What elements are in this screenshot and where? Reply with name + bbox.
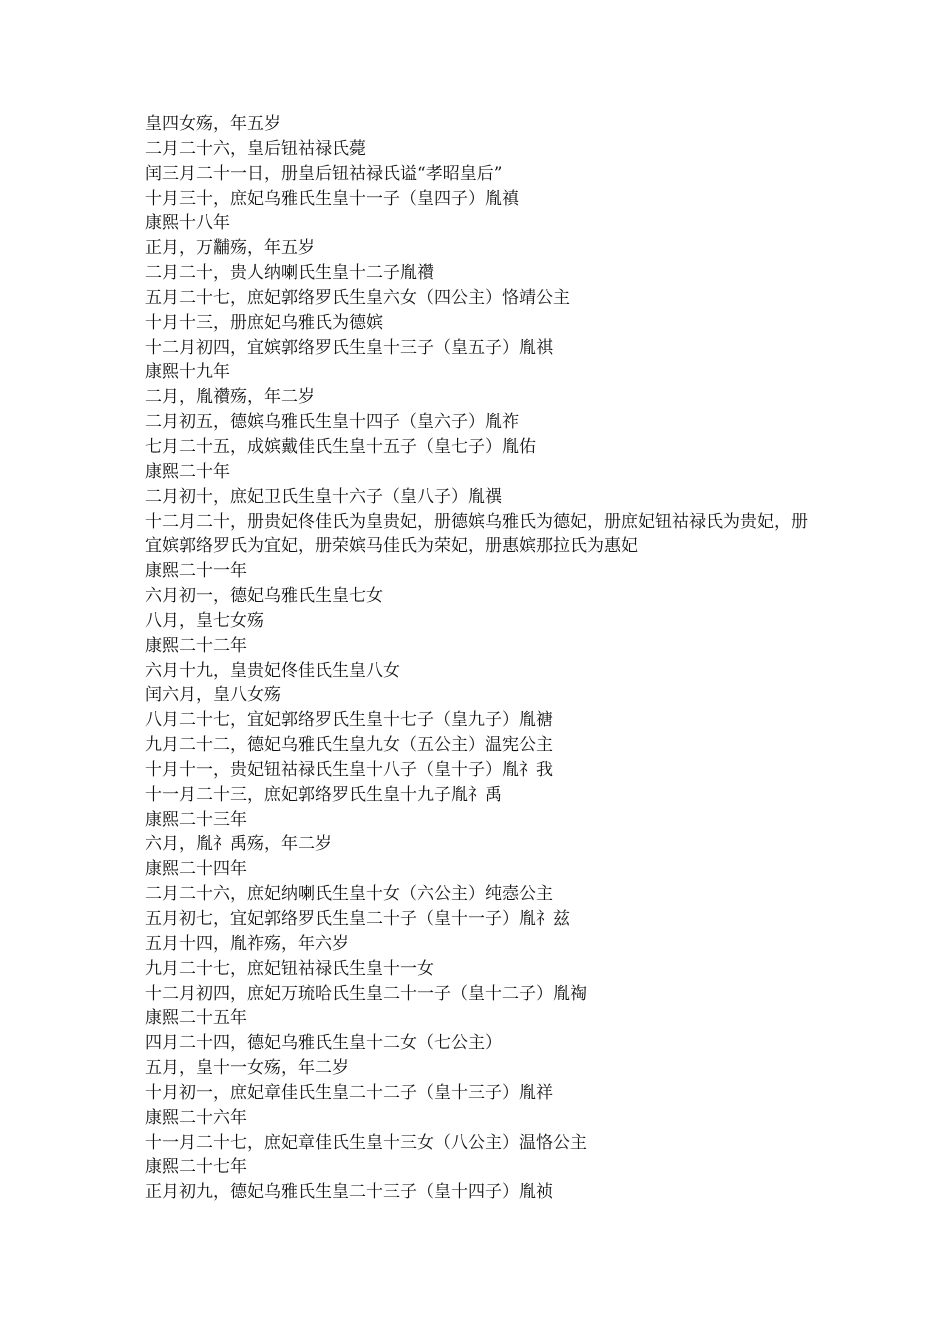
year-heading: 康熙二十一年 [145,561,247,582]
text-line: 六月，胤礻禹殇，年二岁 [145,834,332,855]
text-line: 十月初一，庶妃章佳氏生皇二十二子（皇十三子）胤祥 [145,1082,553,1103]
text-line: 九月二十七，庶妃钮祜禄氏生皇十一女 [145,958,434,979]
text-line: 七月二十五，成嫔戴佳氏生皇十五子（皇七子）胤佑 [145,436,536,457]
text-line: 十一月二十七，庶妃章佳氏生皇十三女（八公主）温恪公主 [145,1132,587,1153]
text-paragraph: 十二月二十，册贵妃佟佳氏为皇贵妃，册德嫔乌雅氏为德妃，册庶妃钮祜禄氏为贵妃，册宜嫔郭络罗氏为宜妃，册荣嫔马佳氏为荣妃，册惠嫔那拉氏为惠妃 [145,511,808,557]
text-line: 八月，皇七女殇 [145,610,264,631]
text-line: 二月二十六，庶妃纳喇氏生皇十女（六公主）纯悫公主 [145,884,553,905]
text-line: 六月初一，德妃乌雅氏生皇七女 [145,586,383,607]
year-heading: 康熙十九年 [145,362,230,383]
year-heading: 康熙二十七年 [145,1157,247,1178]
text-line: 二月，胤禶殇，年二岁 [145,387,315,408]
text-line: 八月二十七，宜妃郭络罗氏生皇十七子（皇九子）胤禟 [145,710,553,731]
text-line: 五月二十七，庶妃郭络罗氏生皇六女（四公主）恪靖公主 [145,287,570,308]
text-line: 四月二十四，德妃乌雅氏生皇十二女（七公主） [145,1033,502,1054]
text-line: 十二月初四，宜嫔郭络罗氏生皇十三子（皇五子）胤祺 [145,337,553,358]
text-line: 二月初十，庶妃卫氏生皇十六子（皇八子）胤禩 [145,486,502,507]
text-line: 十月三十，庶妃乌雅氏生皇十一子（皇四子）胤禛 [145,188,519,209]
text-line: 六月十九，皇贵妃佟佳氏生皇八女 [145,660,400,681]
text-line: 十二月初四，庶妃万琉哈氏生皇二十一子（皇十二子）胤祹 [145,983,587,1004]
text-line: 二月初五，德嫔乌雅氏生皇十四子（皇六子）胤祚 [145,412,519,433]
year-heading: 康熙二十六年 [145,1107,247,1128]
year-heading: 康熙二十四年 [145,859,247,880]
text-line: 闰六月，皇八女殇 [145,685,281,706]
year-heading: 康熙十八年 [145,213,230,234]
text-line: 正月，万黼殇，年五岁 [145,238,315,259]
text-line: 九月二十二，德妃乌雅氏生皇九女（五公主）温宪公主 [145,735,553,756]
year-heading: 康熙二十二年 [145,635,247,656]
year-heading: 康熙二十三年 [145,809,247,830]
text-line: 皇四女殇，年五岁 [145,114,281,134]
document-body [145,112,813,1205]
text-line: 五月十四，胤祚殇，年六岁 [145,933,349,954]
text-line: 五月初七，宜妃郭络罗氏生皇二十子（皇十一子）胤礻兹 [145,909,570,929]
text-line: 十月十三，册庶妃乌雅氏为德嫔 [145,312,383,333]
text-line: 二月二十，贵人纳喇氏生皇十二子胤禶 [145,263,434,284]
text-line: 闰三月二十一日，册皇后钮祜禄氏谥“孝昭皇后” [145,163,503,184]
text-line: 二月二十六，皇后钮祜禄氏薨 [145,138,366,159]
text-line: 十一月二十三，庶妃郭络罗氏生皇十九子胤礻禹 [145,784,502,805]
text-line: 正月初九，德妃乌雅氏生皇二十三子（皇十四子）胤祯 [145,1182,553,1203]
text-line: 十月十一，贵妃钮祜禄氏生皇十八子（皇十子）胤礻我 [145,759,553,780]
year-heading: 康熙二十年 [145,461,230,482]
year-heading: 康熙二十五年 [145,1008,247,1029]
text-line: 五月，皇十一女殇，年二岁 [145,1058,349,1079]
